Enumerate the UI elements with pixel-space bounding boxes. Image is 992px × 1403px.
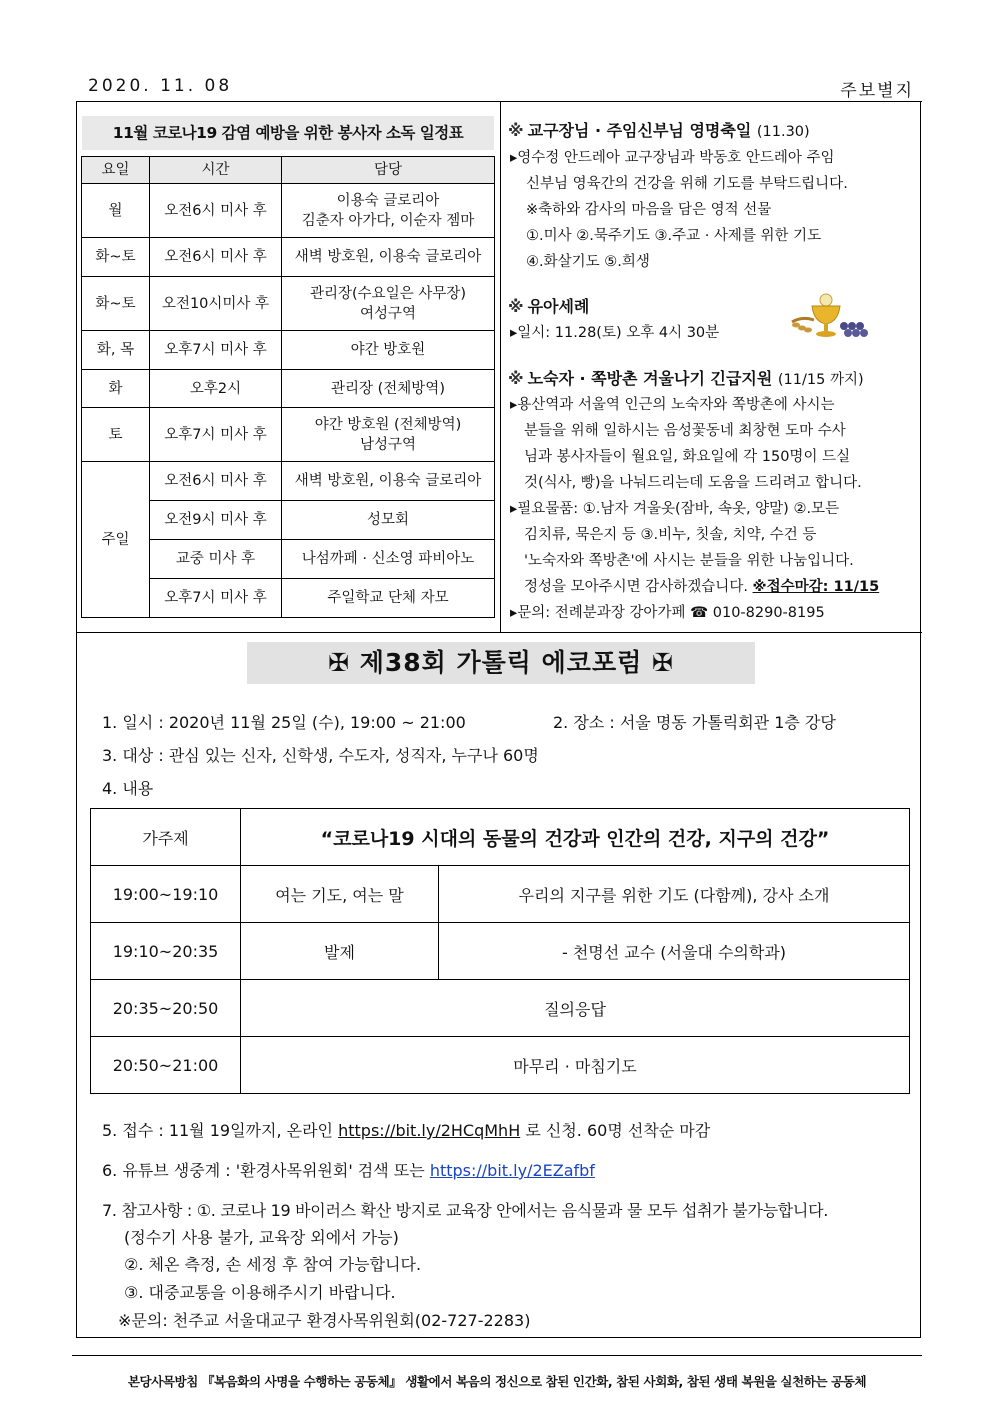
- baptism-heading: [508, 294, 589, 317]
- text-line: 것(식사, 빵)을 나눠드리는데 도움을 드리려고 합니다.: [524, 475, 862, 491]
- text-line: ▸영수정 안드레아 교구장님과 박동호 안드레아 주임: [510, 150, 835, 166]
- text-line: ①.미사 ②.묵주기도 ③.주교 · 사제를 위한 기도: [526, 228, 822, 244]
- thanks-text: 정성을 모아주시면 감사하겠습니다.: [524, 579, 748, 595]
- bulletin-type: 주보별지: [840, 81, 914, 101]
- baptism-time: ▸일시: 11.28(토) 오후 4시 30분: [510, 325, 720, 341]
- forum-audience: 3. 대상 : 관심 있는 신자, 신학생, 수도자, 성직자, 누구나 60명: [102, 746, 539, 765]
- asterisk-icon: ※: [508, 369, 524, 388]
- registration-line: [102, 1118, 710, 1141]
- asterisk-icon: ※: [508, 121, 524, 140]
- staff-cell: 성모회: [282, 501, 495, 540]
- staff-cell: [282, 277, 495, 331]
- time-cell: 19:10~20:35: [91, 923, 241, 980]
- col-header: 시간: [150, 157, 282, 184]
- feast-heading: [508, 118, 810, 141]
- staff-cell: [282, 408, 495, 462]
- text-line: 신부님 영육간의 건강을 위해 기도를 부탁드립니다.: [526, 176, 848, 192]
- col-header: 요일: [82, 157, 150, 184]
- homeless-body: [510, 392, 879, 626]
- table-row: [82, 331, 495, 370]
- homeless-title: 노숙자 · 쪽방촌 겨울나기 긴급지원: [527, 369, 773, 388]
- feast-title: 교구장님 · 주임신부님 영명축일: [527, 121, 752, 140]
- table-row: [91, 866, 910, 923]
- staff-cell: 새벽 방호원, 이용숙 글로리아: [282, 238, 495, 277]
- staff-cell: 나섬까페 · 신소영 파비아노: [282, 540, 495, 579]
- day-cell: 월: [82, 184, 150, 238]
- schedule-table: [81, 156, 495, 618]
- parish-motto: 본당사목방침 『복음화의 사명을 수행하는 공동체』 생활에서 복음의 정신으로 참된 인간화, 참된 사회화, 참된 생태 복원을 실천하는 공동체: [127, 1374, 867, 1389]
- table-row: [82, 370, 495, 408]
- feast-date: (11.30): [756, 124, 810, 140]
- day-cell: 화~토: [82, 277, 150, 331]
- day-cell: 토: [82, 408, 150, 462]
- time-cell: 19:00~19:10: [91, 866, 241, 923]
- table-row: [91, 1037, 910, 1094]
- table-row: [91, 809, 910, 866]
- time-cell: 교중 미사 후: [150, 540, 282, 579]
- theme-label-cell: 가주제: [91, 809, 241, 866]
- section-divider: [76, 632, 922, 633]
- feast-body: [510, 145, 848, 275]
- table-row: [82, 184, 495, 238]
- time-cell: 오전10시미사 후: [150, 277, 282, 331]
- staff-cell: 관리장 (전체방역): [282, 370, 495, 408]
- detail-cell: 질의응답: [241, 980, 910, 1037]
- schedule-header-row: [82, 157, 495, 184]
- footer-divider: [72, 1355, 922, 1356]
- detail-cell: 마무리 · 마침기도: [241, 1037, 910, 1094]
- top-divider: [76, 101, 922, 102]
- staff-cell: 새벽 방호원, 이용숙 글로리아: [282, 462, 495, 501]
- stream-line: [102, 1158, 595, 1181]
- time-cell: 오전6시 미사 후: [150, 238, 282, 277]
- time-cell: 20:50~21:00: [91, 1037, 241, 1094]
- homeless-heading: [508, 366, 864, 389]
- text-line: ▸용산역과 서울역 인근의 노숙자와 쪽방촌에 사시는: [510, 397, 835, 413]
- detail-cell: 우리의 지구를 위한 기도 (다함께), 강사 소개: [439, 866, 910, 923]
- text-line: ▸필요물품: ①.남자 겨울옷(잠바, 속옷, 양말) ②.모든: [510, 501, 840, 517]
- forum-title: ✠ 제38회 가톨릭 에코포럼 ✠: [247, 642, 755, 684]
- staff-line: 관리장(수요일은 사무장): [310, 285, 466, 302]
- stream-link[interactable]: https://bit.ly/2EZafbf: [429, 1161, 595, 1180]
- registration-note: 로 신청. 60명 선착순 마감: [525, 1121, 711, 1140]
- baptism-title: 유아세례: [527, 297, 590, 316]
- theme-cell: “코로나19 시대의 동물의 건강과 인간의 건강, 지구의 건강”: [241, 809, 910, 866]
- time-cell: 오전6시 미사 후: [150, 184, 282, 238]
- time-cell: 오전6시 미사 후: [150, 462, 282, 501]
- day-cell: 화~토: [82, 238, 150, 277]
- staff-line: 남성구역: [359, 436, 417, 453]
- time-cell: 오후7시 미사 후: [150, 579, 282, 618]
- text-line: ※축하와 감사의 마음을 담은 영적 선물: [526, 202, 772, 218]
- forum-content-label: 4. 내용: [102, 779, 154, 798]
- text-line: 분들을 위해 일하시는 음성꽃동네 최창현 도마 수사: [524, 423, 846, 439]
- staff-line: 여성구역: [359, 305, 417, 322]
- staff-cell: 주일학교 단체 자모: [282, 579, 495, 618]
- table-row: [82, 238, 495, 277]
- text-line: 김치류, 묵은지 등 ③.비누, 칫솔, 치약, 수건 등: [524, 527, 817, 543]
- part-cell: 발제: [241, 923, 439, 980]
- notice-line: (정수기 사용 불가, 교육장 외에서 가능): [124, 1228, 399, 1247]
- part-cell: 여는 기도, 여는 말: [241, 866, 439, 923]
- contact-line: ▸문의: 전례분과장 강아가페 ☎ 010-8290-8195: [510, 605, 825, 621]
- time-cell: 오후2시: [150, 370, 282, 408]
- staff-cell: [282, 184, 495, 238]
- text-line: '노숙자와 쪽방촌'에 사시는 분들을 위한 나눔입니다.: [524, 553, 854, 569]
- program-table: [90, 808, 910, 1094]
- staff-line: 야간 방호원 (전체방역): [314, 416, 462, 433]
- stream-text: 6. 유튜브 생중계 : '환경사목위원회' 검색 또는: [102, 1161, 425, 1180]
- text-line: 님과 봉사자들이 월요일, 화요일에 각 150명이 드실: [524, 449, 851, 465]
- registration-text: 5. 접수 : 11월 19일까지, 온라인: [102, 1121, 333, 1140]
- staff-line: 이용숙 글로리아: [336, 192, 440, 209]
- forum-date: 1. 일시 : 2020년 11월 25일 (수), 19:00 ~ 21:00: [102, 713, 466, 732]
- homeless-date: (11/15 까지): [777, 372, 864, 388]
- day-cell: 화: [82, 370, 150, 408]
- notice-line: 7. 참고사항 : ①. 코로나 19 바이러스 확산 방지로 교육장 안에서는 음식물과 물 모두 섭취가 불가능합니다.: [102, 1201, 829, 1220]
- deadline-text: ※접수마감: 11/15: [752, 579, 880, 595]
- day-cell: 화, 목: [82, 331, 150, 370]
- time-cell: 오전9시 미사 후: [150, 501, 282, 540]
- column-divider: [500, 102, 501, 632]
- text-line: ④.화살기도 ⑤.희생: [526, 254, 650, 270]
- text-line: [510, 574, 879, 600]
- registration-link[interactable]: https://bit.ly/2HCqMhH: [338, 1121, 521, 1140]
- notice-line: ②. 체온 측정, 손 세정 후 참여 가능합니다.: [124, 1255, 422, 1274]
- table-row: [91, 923, 910, 980]
- time-cell: 오후7시 미사 후: [150, 331, 282, 370]
- day-cell: 주일: [82, 462, 150, 618]
- time-cell: 오후7시 미사 후: [150, 408, 282, 462]
- detail-cell: - 천명선 교수 (서울대 수의학과): [439, 923, 910, 980]
- schedule-title: 11월 코로나19 감염 예방을 위한 봉사자 소독 일정표: [82, 116, 494, 150]
- table-row: [82, 408, 495, 462]
- col-header: 담당: [282, 157, 495, 184]
- time-cell: 20:35~20:50: [91, 980, 241, 1037]
- forum-venue: 2. 장소 : 서울 명동 가톨릭회관 1층 강당: [553, 713, 836, 732]
- forum-contact: ※문의: 천주교 서울대교구 환경사목위원회(02-727-2283): [118, 1311, 531, 1330]
- table-row: [91, 980, 910, 1037]
- asterisk-icon: ※: [508, 297, 524, 316]
- staff-line: 김춘자 아가다, 이순자 젬마: [301, 212, 475, 229]
- table-row: [82, 462, 495, 501]
- bulletin-date: 2020. 11. 08: [88, 76, 233, 96]
- staff-cell: 야간 방호원: [282, 331, 495, 370]
- table-row: [82, 277, 495, 331]
- notice-line: ③. 대중교통을 이용해주시기 바랍니다.: [124, 1283, 396, 1302]
- chalice-icon: [788, 292, 874, 342]
